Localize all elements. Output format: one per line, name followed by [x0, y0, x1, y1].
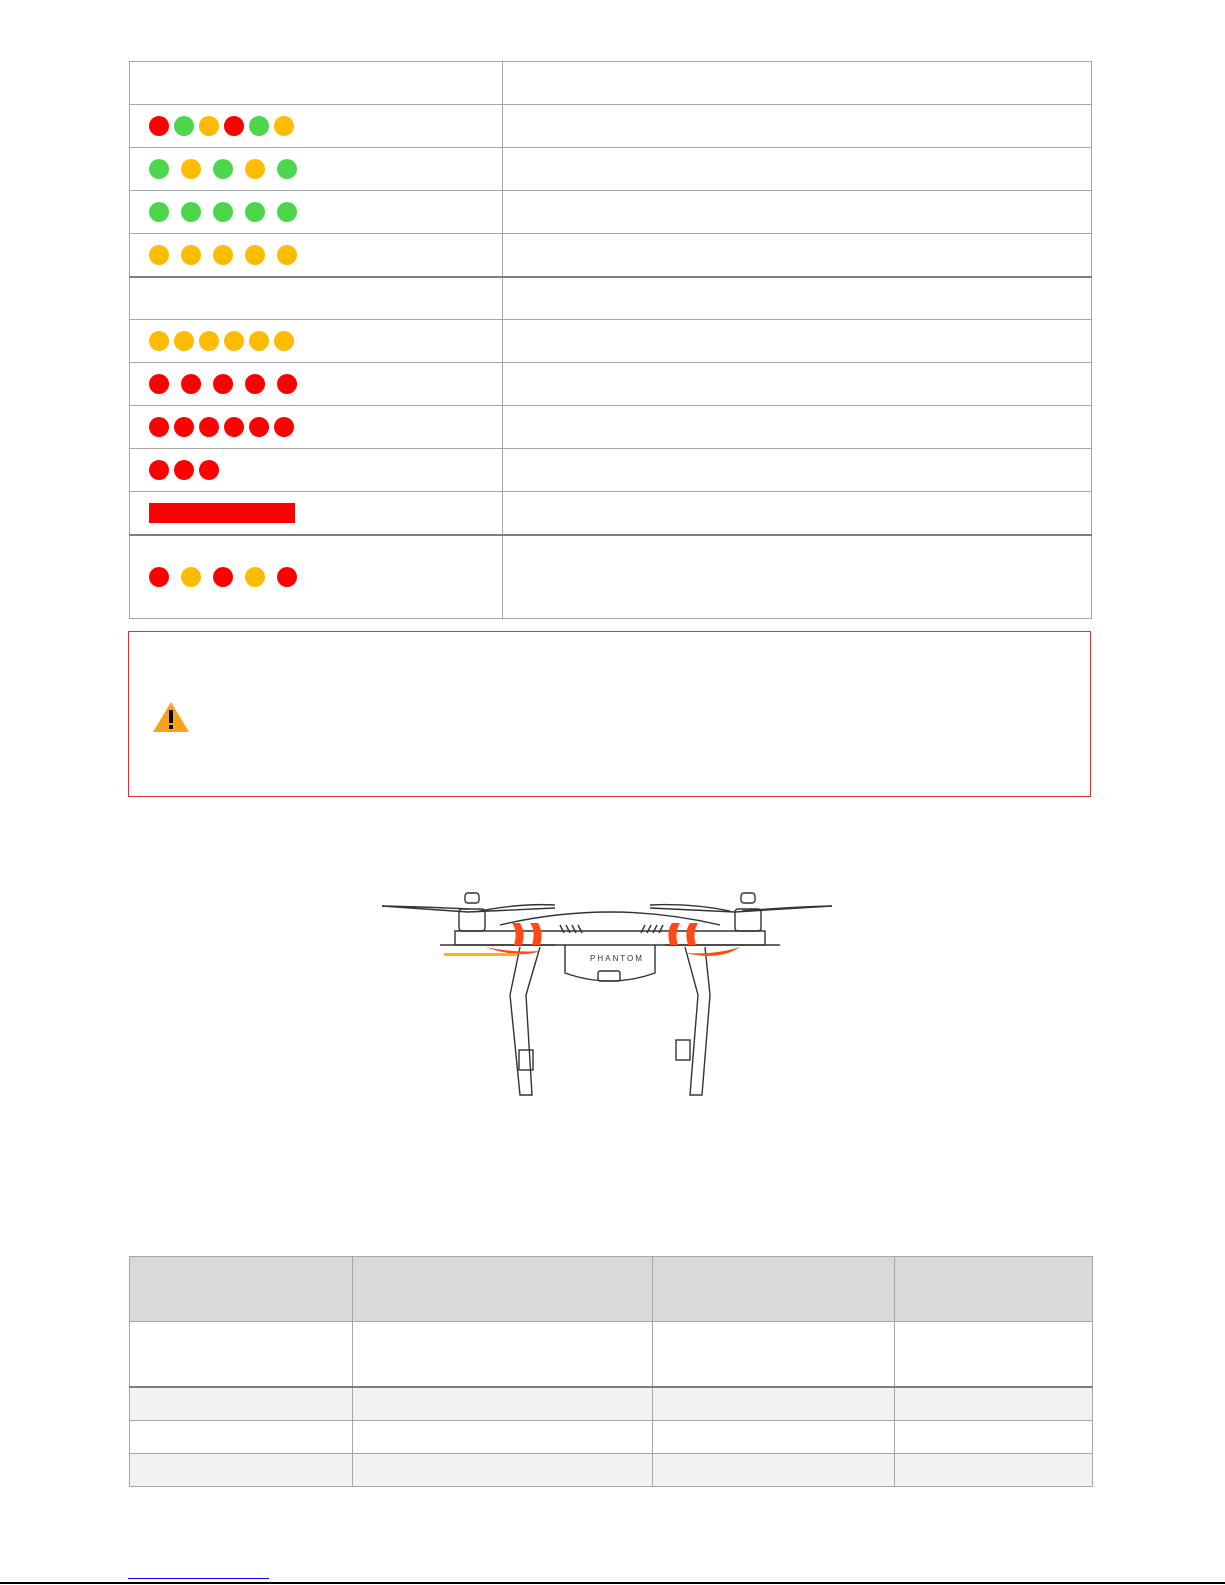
- table-cell: [895, 1454, 1093, 1487]
- led-dot: [245, 245, 265, 265]
- table-cell: [895, 1322, 1093, 1388]
- led-dot: [277, 374, 297, 394]
- led-dot: [149, 202, 169, 222]
- table-cell: [895, 1421, 1093, 1454]
- led-dot-sequence: [149, 374, 502, 394]
- led-description-cell: [503, 535, 1092, 619]
- led-dot-sequence: [149, 116, 502, 136]
- led-dot: [245, 374, 265, 394]
- led-table-row: [130, 320, 1092, 363]
- spec-header-cell: [353, 1257, 653, 1322]
- spec-header-cell: [895, 1257, 1093, 1322]
- led-dot: [224, 116, 244, 136]
- led-dot: [149, 417, 169, 437]
- led-pattern-cell: [130, 363, 503, 406]
- led-dot: [199, 331, 219, 351]
- led-dot-sequence: [149, 159, 502, 179]
- led-table-row: [130, 535, 1092, 619]
- led-dot: [174, 417, 194, 437]
- led-status-table: [129, 61, 1092, 619]
- led-dot: [245, 159, 265, 179]
- led-pattern-cell: [130, 535, 503, 619]
- table-cell: [130, 1421, 353, 1454]
- led-dot: [181, 202, 201, 222]
- led-description-cell: [503, 148, 1092, 191]
- table-cell: [653, 1387, 895, 1421]
- led-dot: [149, 460, 169, 480]
- led-dot: [277, 202, 297, 222]
- spec-header-cell: [130, 1257, 353, 1322]
- led-pattern-cell: [130, 320, 503, 363]
- led-dot: [213, 159, 233, 179]
- specification-table: [129, 1256, 1093, 1487]
- table-cell: [353, 1322, 653, 1388]
- led-description-cell: [503, 234, 1092, 277]
- led-dot: [181, 567, 201, 587]
- led-dot: [174, 116, 194, 136]
- led-description-cell: [503, 277, 1092, 320]
- led-dot: [274, 331, 294, 351]
- led-dot: [245, 567, 265, 587]
- led-dot: [277, 567, 297, 587]
- led-description-cell: [503, 320, 1092, 363]
- led-description-cell: [503, 191, 1092, 234]
- led-dot: [181, 245, 201, 265]
- led-table-row: [130, 62, 1092, 105]
- led-dot: [199, 460, 219, 480]
- led-dot: [181, 374, 201, 394]
- led-dot: [224, 331, 244, 351]
- table-cell: [353, 1387, 653, 1421]
- led-dot: [199, 116, 219, 136]
- table-cell: [653, 1421, 895, 1454]
- led-dot: [149, 159, 169, 179]
- led-dot: [149, 116, 169, 136]
- led-description-cell: [503, 62, 1092, 105]
- table-row: [130, 1421, 1093, 1454]
- table-cell: [130, 1322, 353, 1388]
- led-dot-sequence: [149, 417, 502, 437]
- table-cell: [895, 1387, 1093, 1421]
- led-table-row: [130, 234, 1092, 277]
- led-pattern-cell: [130, 148, 503, 191]
- led-pattern-cell: [130, 191, 503, 234]
- led-dot: [213, 374, 233, 394]
- led-table-row: [130, 363, 1092, 406]
- led-table-row: [130, 449, 1092, 492]
- led-dot: [174, 331, 194, 351]
- drone-brand-label: PHANTOM: [590, 954, 644, 963]
- led-description-cell: [503, 363, 1092, 406]
- led-pattern-cell: [130, 449, 503, 492]
- led-dot: [213, 202, 233, 222]
- spec-table-header-row: [130, 1257, 1093, 1322]
- led-dot: [199, 417, 219, 437]
- led-description-cell: [503, 105, 1092, 148]
- led-dot: [249, 116, 269, 136]
- led-dot: [213, 245, 233, 265]
- led-dot: [149, 245, 169, 265]
- led-dot: [249, 331, 269, 351]
- table-cell: [653, 1454, 895, 1487]
- led-table-row: [130, 191, 1092, 234]
- footer-divider: [0, 1582, 1225, 1584]
- led-table-row: [130, 148, 1092, 191]
- led-dot: [181, 159, 201, 179]
- table-row: [130, 1322, 1093, 1388]
- led-dot: [249, 417, 269, 437]
- led-description-cell: [503, 492, 1092, 535]
- led-table-row: [130, 277, 1092, 320]
- footer-link-underline[interactable]: [128, 1578, 269, 1579]
- led-pattern-cell: [130, 234, 503, 277]
- warning-callout: [128, 631, 1091, 797]
- led-dot: [277, 159, 297, 179]
- led-dot-sequence: [149, 202, 502, 222]
- led-dot: [245, 202, 265, 222]
- led-dot: [274, 116, 294, 136]
- table-cell: [130, 1387, 353, 1421]
- led-dot: [149, 567, 169, 587]
- led-dot: [213, 567, 233, 587]
- table-cell: [653, 1322, 895, 1388]
- led-table-row: [130, 105, 1092, 148]
- quadcopter-drone-illustration: [380, 885, 845, 1110]
- table-cell: [130, 1454, 353, 1487]
- led-dot: [224, 417, 244, 437]
- led-table-row: [130, 492, 1092, 535]
- led-dot: [174, 460, 194, 480]
- led-dot: [274, 417, 294, 437]
- table-cell: [353, 1421, 653, 1454]
- led-description-cell: [503, 449, 1092, 492]
- table-cell: [353, 1454, 653, 1487]
- led-dot-sequence: [149, 567, 502, 587]
- led-pattern-cell: [130, 277, 503, 320]
- led-dot: [277, 245, 297, 265]
- led-dot-sequence: [149, 331, 502, 351]
- led-solid-bar: [149, 503, 295, 523]
- led-dot: [149, 331, 169, 351]
- led-pattern-cell: [130, 105, 503, 148]
- led-table-row: [130, 406, 1092, 449]
- warning-triangle-icon: [152, 701, 190, 733]
- led-pattern-cell: [130, 406, 503, 449]
- table-row: [130, 1387, 1093, 1421]
- led-pattern-cell: [130, 62, 503, 105]
- spec-header-cell: [653, 1257, 895, 1322]
- led-description-cell: [503, 406, 1092, 449]
- led-dot: [149, 374, 169, 394]
- led-dot-sequence: [149, 245, 502, 265]
- led-pattern-cell: [130, 492, 503, 535]
- led-dot-sequence: [149, 460, 502, 480]
- table-row: [130, 1454, 1093, 1487]
